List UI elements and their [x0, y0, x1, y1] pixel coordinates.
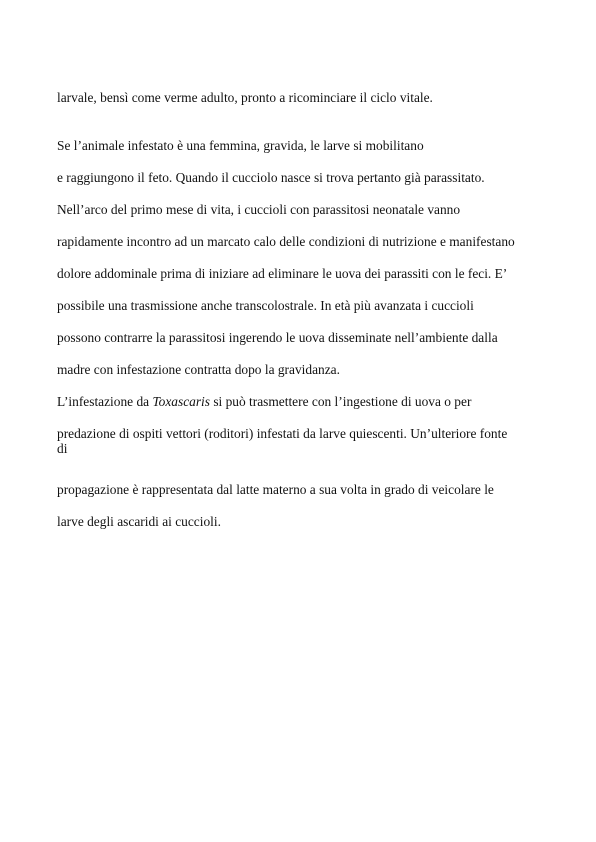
text-line: di	[57, 441, 68, 456]
text-fragment: si può trasmettere con l’ingestione di uova o per	[209, 394, 472, 409]
species-name-italic: Toxascaris	[152, 394, 210, 409]
text-line: possibile una trasmissione anche transcolostrale. In età più avanzata i cuccioli	[57, 298, 474, 313]
text-line: Nell’arco del primo mese di vita, i cuccioli con parassitosi neonatale vanno	[57, 202, 461, 217]
text-line-toxascaris	[57, 394, 471, 409]
text-line: e raggiungono il feto. Quando il cucciolo nasce si trova pertanto già parassitato.	[57, 170, 485, 185]
text-line: larvale, bensì come verme adulto, pronto a ricominciare il ciclo vitale.	[57, 90, 433, 105]
text-line: dolore addominale prima di iniziare ad eliminare le uova dei parassiti con le feci. E’	[57, 266, 508, 281]
text-line: predazione di ospiti vettori (roditori) infestati da larve quiescenti. Un’ulteriore fonte	[57, 426, 508, 441]
text-line: madre con infestazione contratta dopo la gravidanza.	[57, 362, 340, 377]
text-line: rapidamente incontro ad un marcato calo delle condizioni di nutrizione e manifestano	[57, 234, 515, 249]
text-line: propagazione è rappresentata dal latte materno a sua volta in grado di veicolare le	[57, 482, 494, 497]
text-line: Se l’animale infestato è una femmina, gravida, le larve si mobilitano	[57, 138, 424, 153]
text-fragment: L’infestazione da	[57, 394, 153, 409]
text-line: possono contrarre la parassitosi ingerendo le uova disseminate nell’ambiente dalla	[57, 330, 498, 345]
text-line: larve degli ascaridi ai cuccioli.	[57, 514, 221, 529]
